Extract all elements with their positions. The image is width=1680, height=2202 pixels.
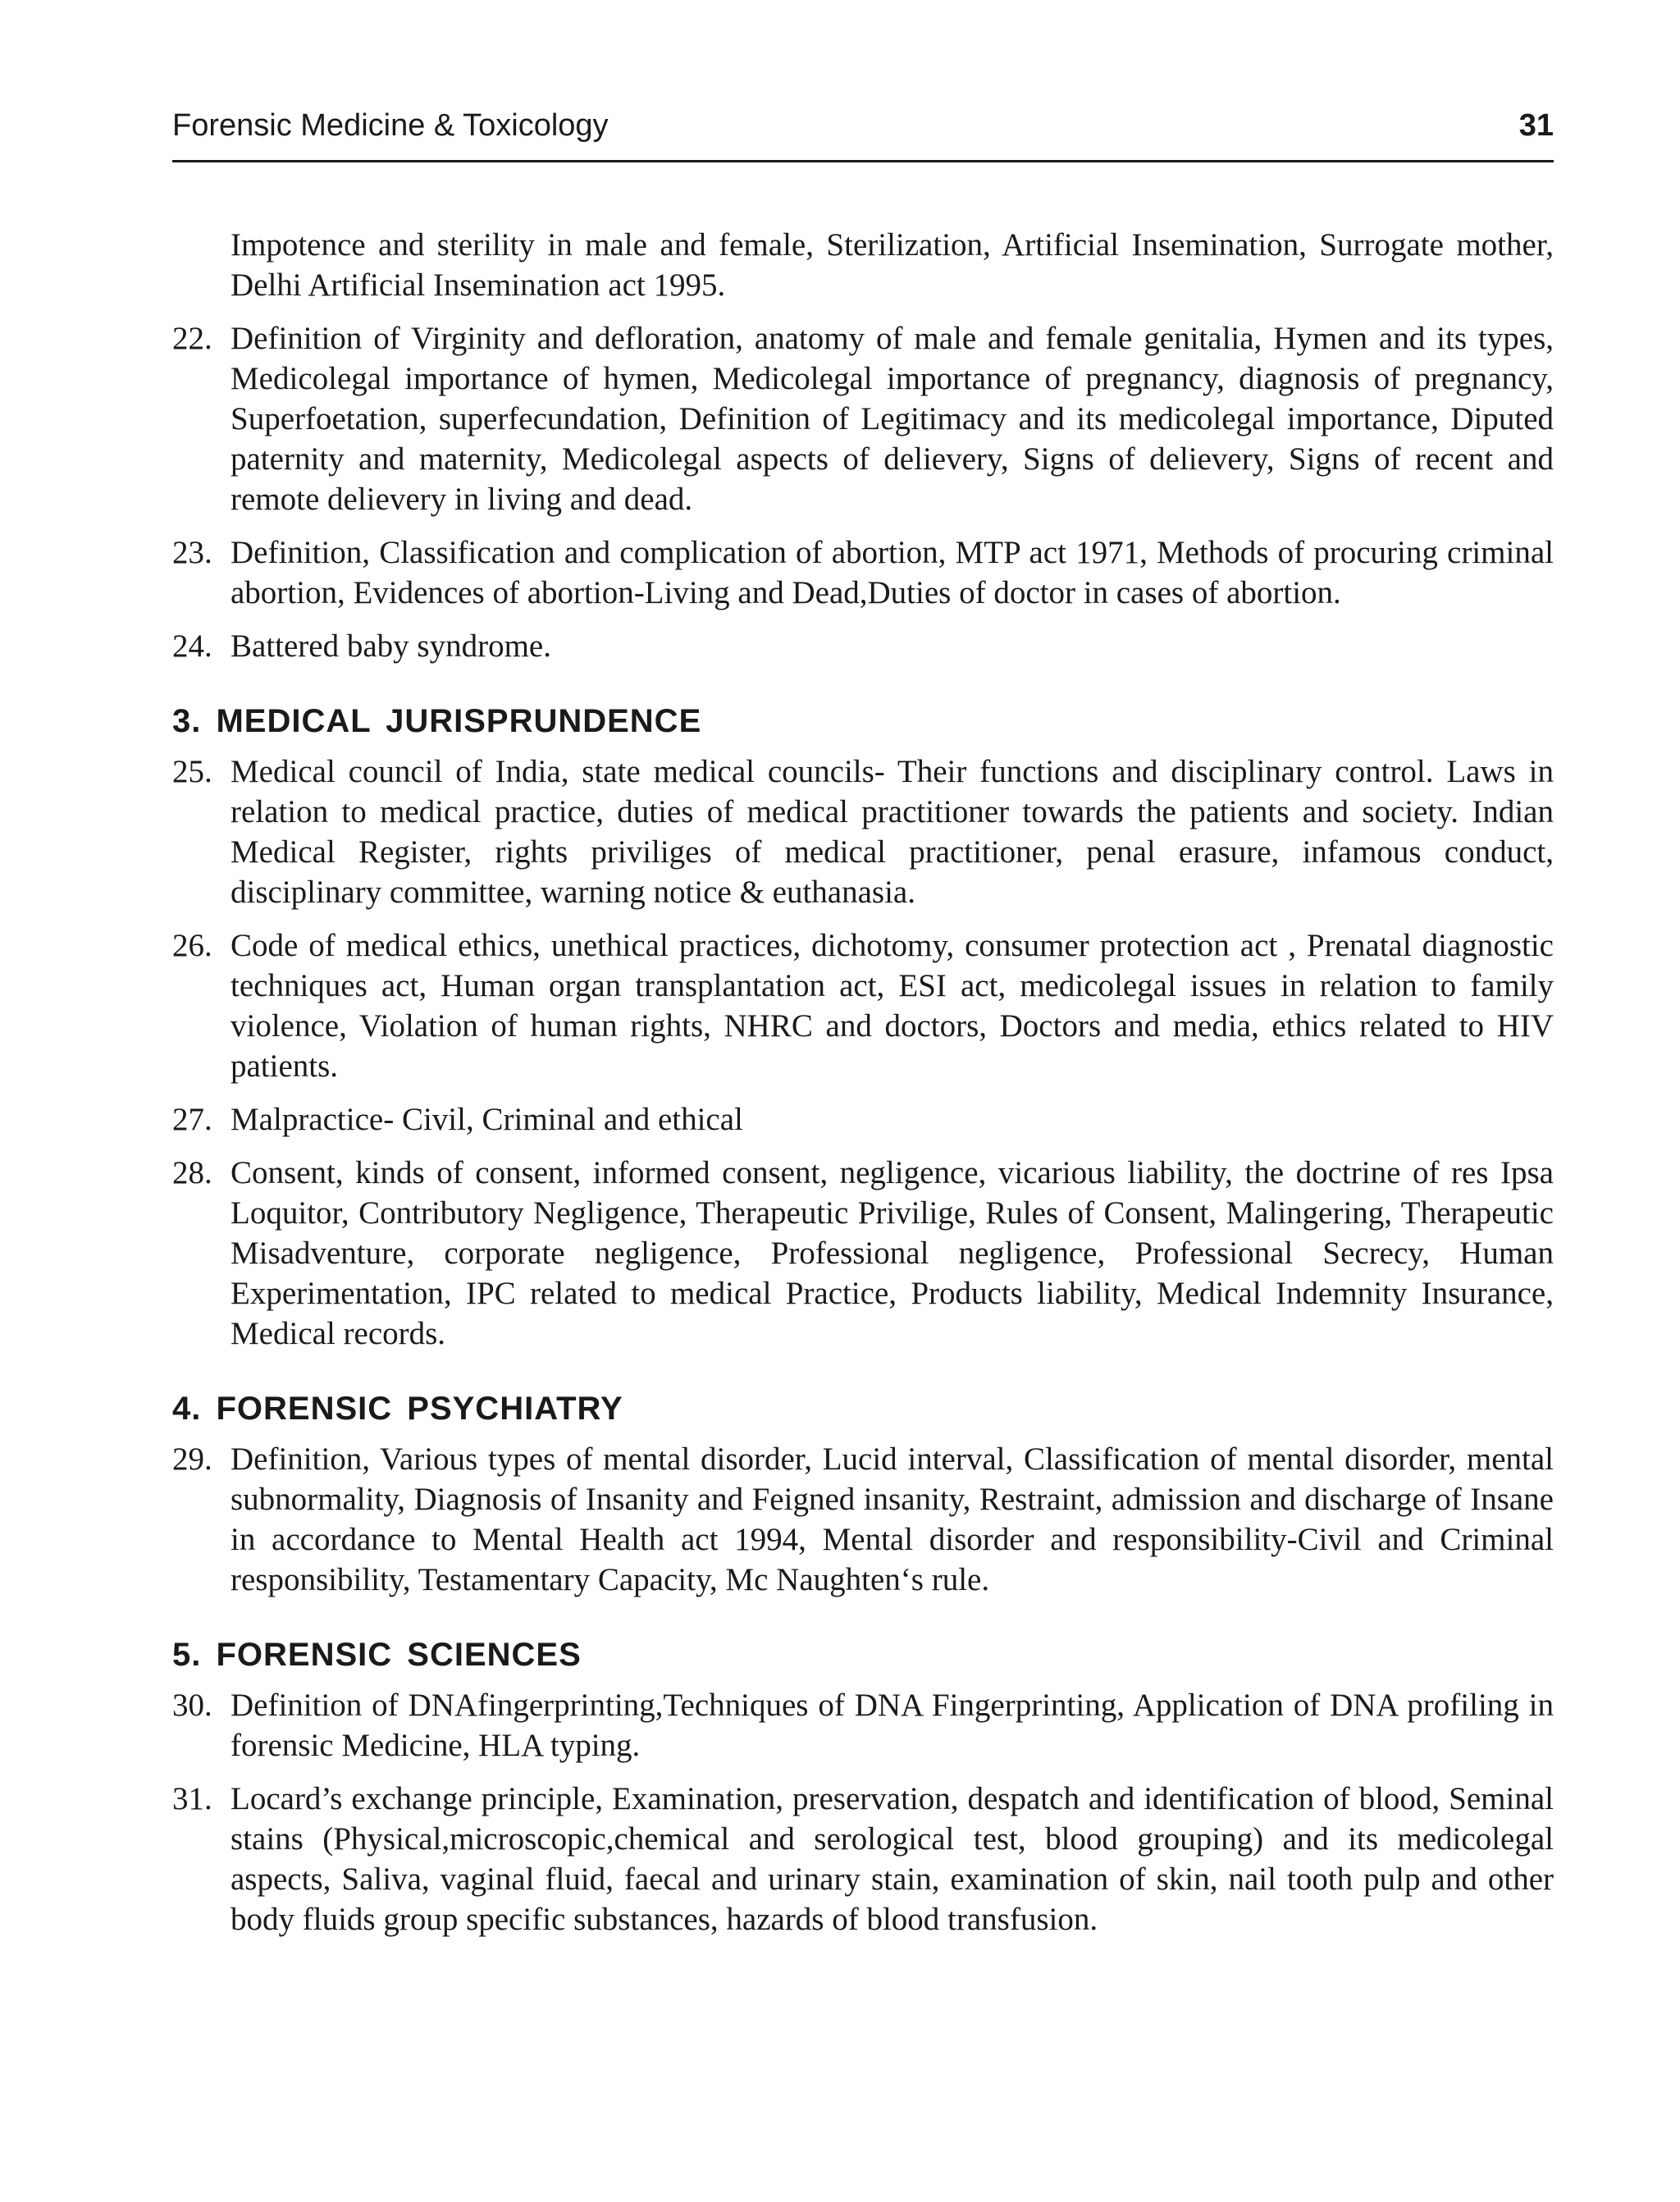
item-number: 26. xyxy=(172,928,212,963)
item-number: 28. xyxy=(172,1155,212,1190)
list-item xyxy=(172,1439,1554,1600)
list-item xyxy=(172,532,1554,613)
page-body xyxy=(172,225,1554,1953)
running-header xyxy=(172,108,1554,151)
list-item xyxy=(172,1153,1554,1354)
item-text: Medical council of India, state medical councils- Their functions and disciplinary control. Laws in relation to medical practice, duties of medical practitioner towards the patients and society. Indian Medical Register, rights priviliges of medical practitioner, penal erasure, infamous conduct, disciplinary committee, warning notice & euthanasia. xyxy=(231,754,1554,910)
item-text: Definition, Classification and complication of abortion, MTP act 1971, Methods of procuring criminal abortion, Evidences of abortion-Living and Dead,Duties of doctor in cases of abortion. xyxy=(231,535,1554,610)
section-heading-forensic-psychiatry: 4. FORENSIC PSYCHIATRY xyxy=(172,1391,623,1427)
list-item xyxy=(172,626,1554,666)
list-item xyxy=(172,1685,1554,1766)
item-text: Consent, kinds of consent, informed consent, negligence, vicarious liability, the doctrine of res Ipsa Loquitor, Contributory Negligence, Therapeutic Privilige, Rules of Consent, Malingering, Therapeutic Misadventure, corporate negligence, Professional negligence, Professional Secrecy, Human Experimentation, IPC related to medical Practice, Products liability, Medical Indemnity Insurance, Medical records. xyxy=(231,1155,1554,1351)
item-number: 25. xyxy=(172,754,212,789)
continued-paragraph: Impotence and sterility in male and female, Sterilization, Artificial Insemination, Surrogate mother, Delhi Artificial Insemination act 1995. xyxy=(231,227,1554,303)
item-number: 23. xyxy=(172,535,212,570)
list-item xyxy=(172,925,1554,1086)
item-number: 31. xyxy=(172,1781,212,1816)
section-heading-forensic-sciences: 5. FORENSIC SCIENCES xyxy=(172,1637,582,1673)
list-item xyxy=(172,1779,1554,1939)
item-text: Battered baby syndrome. xyxy=(231,628,551,664)
list-item xyxy=(172,752,1554,912)
header-rule xyxy=(172,160,1554,162)
item-text: Malpractice- Civil, Criminal and ethical xyxy=(231,1102,743,1137)
item-text: Definition of Virginity and defloration, anatomy of male and female genitalia, Hymen and its types, Medicolegal importance of hymen, Medicolegal importance of pregnancy, diagnosis of pregnancy, Superfoetation, superfecundation, Definition of Legitimacy and its medicolegal importance, Diputed paternity and maternity, Medicolegal aspects of delievery, Signs of delievery, Signs of recent and remote delievery in living and dead. xyxy=(231,321,1554,517)
item-number: 24. xyxy=(172,628,212,664)
list-item xyxy=(172,1099,1554,1140)
running-title: Forensic Medicine & Toxicology xyxy=(172,108,609,143)
item-number: 30. xyxy=(172,1688,212,1723)
item-text: Code of medical ethics, unethical practices, dichotomy, consumer protection act , Prenatal diagnostic techniques act, Human organ transplantation act, ESI act, medicolegal issues in relation to family violence, Violation of human rights, NHRC and doctors, Doctors and media, ethics related to HIV patients. xyxy=(231,928,1554,1084)
item-number: 22. xyxy=(172,321,212,356)
list-item xyxy=(172,318,1554,519)
item-text: Definition, Various types of mental disorder, Lucid interval, Classification of mental disorder, mental subnormality, Diagnosis of Insanity and Feigned insanity, Restraint, admission and discharge of Insane in accordance to Mental Health act 1994, Mental disorder and responsibility-Civil and Criminal responsibility, Testamentary Capacity, Mc Naughten‘s rule. xyxy=(231,1441,1554,1597)
item-number: 29. xyxy=(172,1441,212,1477)
page-number: 31 xyxy=(1518,108,1554,143)
section-heading-medical-jurisprudence: 3. MEDICAL JURISPRUNDENCE xyxy=(172,703,702,739)
item-text: Definition of DNAfingerprinting,Techniques of DNA Fingerprinting, Application of DNA profiling in forensic Medicine, HLA typing. xyxy=(231,1688,1554,1763)
item-text: Locard’s exchange principle, Examination, preservation, despatch and identification of blood, Seminal stains (Physical,microscopic,chemical and serological test, blood grouping) and its medicolegal aspects, Saliva, vaginal fluid, faecal and urinary stain, examination of skin, nail tooth pulp and other body fluids group specific substances, hazards of blood transfusion. xyxy=(231,1781,1554,1937)
item-number: 27. xyxy=(172,1102,212,1137)
